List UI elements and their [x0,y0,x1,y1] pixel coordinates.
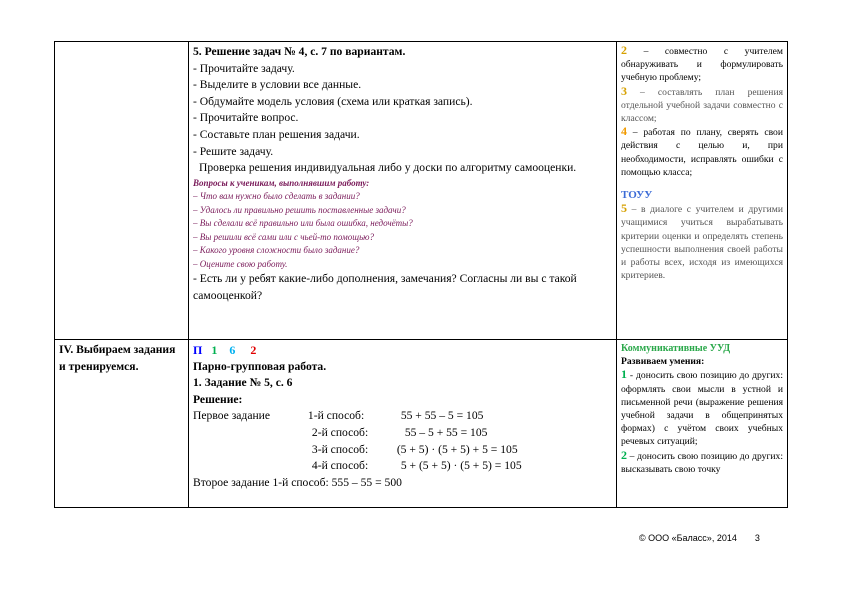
task-title: 5. Решение задач № 4, с. 7 по вариантам. [193,45,406,58]
uud-cell [617,340,788,508]
way-row: Первое задание 1-й способ: 55 + 55 – 5 = 105 [193,408,612,425]
comm-heading: Коммуникативные УУД [621,343,731,354]
table-row [55,42,788,340]
develop-label: Развиваем умения: [621,356,705,368]
six-icon: 6 [229,343,236,357]
closing-text: - Есть ли у ребят какие-либо дополнения, замечания? Согласны ли вы с такой самооценкой? [193,272,577,302]
activity-cell [189,340,617,508]
uud-item: 4 – работая по плану, сверять свои действия с целью и, при необходимости, исправлять ошибки с помощью класса; [621,124,783,178]
solution-label: Решение: [193,392,243,406]
question-item: – Вы сделали всё правильно или была ошибка, недочёты? [193,218,413,229]
way-row: 3-й способ: (5 + 5) · (5 + 5) + 5 = 105 [311,442,518,456]
level-icons [193,342,612,359]
question-item: – Оцените свою работу. [193,258,288,269]
page-number: 3 [754,533,760,543]
activity-cell [189,42,617,340]
stage-title: IV. Выбираем задания и тренируемся. [55,340,189,508]
second-task-line: Второе задание 1-й способ: 555 – 55 = 500 [193,475,402,489]
step-item: - Решите задачу. [193,144,274,158]
work-mode: Парно-групповая работа. [193,359,327,373]
step-item: - Прочитайте вопрос. [193,111,299,125]
step-item: - Прочитайте задачу. [193,61,295,75]
uud-item: 1 - доносить свою позицию до других: оформлять свои мысли в устной и письменной речи (выражение решения учебной задачи в общепринятых формах) с учётом своих учебных речевых ситуаций; [621,367,783,448]
step-item: - Составьте план решения задачи. [193,127,360,141]
question-item: – Удалось ли правильно решить поставленные задачи? [193,204,406,215]
uud-item: 2 – доносить свою позицию до других: высказывать свою точку [621,447,783,475]
uud-cell [617,42,788,340]
question-item: – Какого уровня сложности было задание? [193,245,360,256]
uud-item: 2 – совместно с учителем обнаруживать и формулировать учебную проблему; [621,43,783,84]
check-text: Проверка решения индивидуальная либо у доски по алгоритму самооценки. [199,161,577,175]
copyright: © ООО «Баласс», 2014 [639,533,737,543]
stage-cell-empty [55,42,189,340]
p-letter-icon: П [193,343,203,357]
questions-title: Вопросы к ученикам, выполнявшим работу: [193,177,370,188]
question-item: – Вы решили всё сами или с чьей-то помощью? [193,231,375,242]
step-item: - Обдумайте модель условия (схема или краткая запись). [193,94,473,108]
table-row [55,340,788,508]
one-icon: 1 [211,343,218,357]
way-row: 2-й способ: 55 – 5 + 55 = 105 [311,425,488,439]
first-task-label: Первое задание [193,409,271,423]
step-item: - Выделите в условии все данные. [193,78,362,92]
uud-item: 3 – составлять план решения отдельной учебной задачи совместно с классом; [621,83,783,125]
uud-item: 5 – в диалоге с учителем и другими учащимися учиться вырабатывать критерии оценки и определять степень успешности выполнения своей работы и работы всех, исходя из имеющихся критериев. [621,201,783,282]
question-item: – Что вам нужно было сделать в задании? [193,191,360,202]
page-footer [639,533,760,543]
lesson-table [54,41,788,508]
task-title: 1. Задание № 5, с. 6 [193,376,293,390]
touu-heading: ТОУУ [621,189,653,202]
two-icon: 2 [250,343,257,357]
way-row: 4-й способ: 5 + (5 + 5) · (5 + 5) = 105 [311,459,522,473]
